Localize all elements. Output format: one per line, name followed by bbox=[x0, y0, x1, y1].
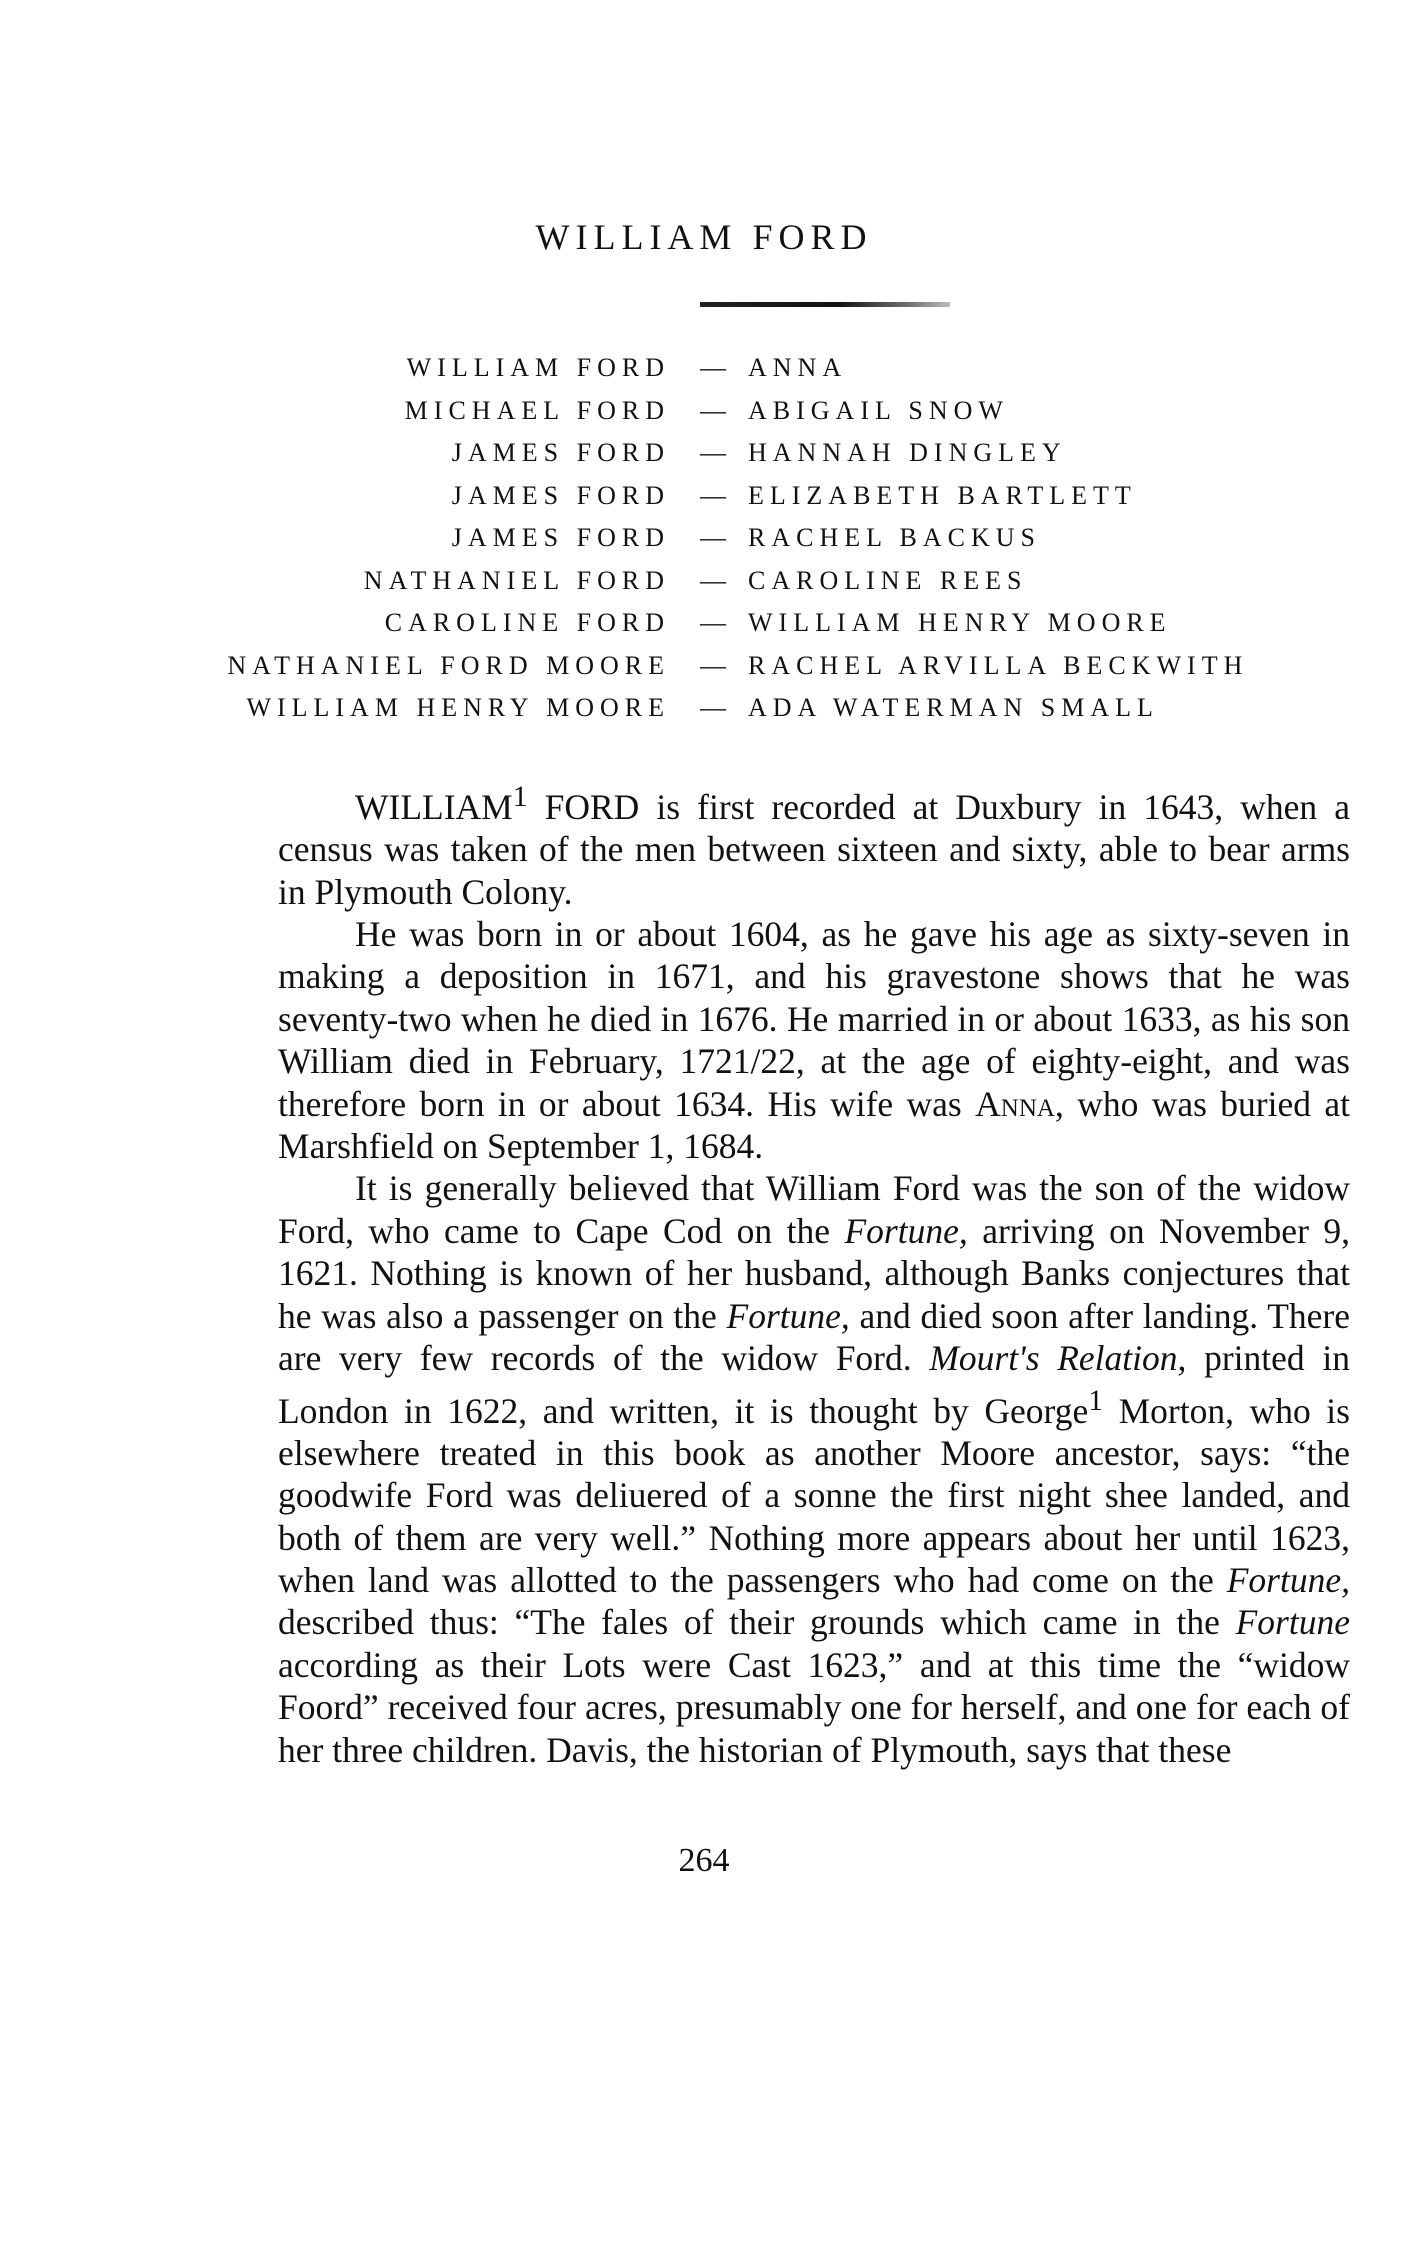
lineage-dash: — bbox=[700, 523, 726, 553]
lineage-husband: MICHAEL FORD bbox=[404, 395, 670, 425]
paragraph-2 bbox=[278, 913, 1350, 1167]
ship-name: Fortune bbox=[1235, 1602, 1350, 1643]
lineage-row bbox=[0, 602, 1408, 645]
generation-superscript: 1 bbox=[1088, 1384, 1103, 1417]
paragraph-text: FORD is first recorded at Duxbury in 1643, when a census was taken of the men between sixteen and sixty, able to bear arms in Plymouth Colony. bbox=[278, 786, 1350, 912]
wife-name: Anna bbox=[975, 1083, 1055, 1124]
lineage-dash: — bbox=[700, 395, 726, 425]
lineage-row bbox=[0, 347, 1408, 390]
lineage-wife: WILLIAM HENRY MOORE bbox=[748, 608, 1172, 638]
lineage-row bbox=[0, 687, 1408, 730]
generation-superscript: 1 bbox=[512, 781, 528, 813]
paragraph-1 bbox=[278, 776, 1350, 913]
lineage-dash: — bbox=[700, 480, 726, 510]
lineage-row bbox=[0, 560, 1408, 603]
lineage-row bbox=[0, 475, 1408, 518]
lineage-husband: JAMES FORD bbox=[451, 438, 670, 468]
lineage-wife: RACHEL ARVILLA BECKWITH bbox=[748, 650, 1249, 680]
lineage-row bbox=[0, 517, 1408, 560]
lineage-husband: NATHANIEL FORD bbox=[363, 565, 670, 595]
lineage-husband: NATHANIEL FORD MOORE bbox=[227, 650, 670, 680]
paragraph-text: described thus: “The fales of their grounds which came in the bbox=[278, 1602, 1236, 1643]
ship-name: Fortune, bbox=[844, 1210, 968, 1251]
lineage-dash: — bbox=[700, 650, 726, 680]
lineage-husband: CAROLINE FORD bbox=[384, 608, 670, 638]
lineage-wife: ELIZABETH BARTLETT bbox=[748, 480, 1137, 510]
lineage-wife: ANNA bbox=[748, 353, 848, 383]
paragraph-text: It is generally believed that William Ford was the son of the widow Ford, who came to Cape Cod on the bbox=[278, 1168, 1350, 1251]
lineage-dash: — bbox=[700, 693, 726, 723]
lineage-husband: WILLIAM HENRY MOORE bbox=[246, 693, 670, 723]
body-text bbox=[278, 776, 1350, 1771]
lineage-wife: RACHEL BACKUS bbox=[748, 523, 1042, 553]
page-number: 264 bbox=[678, 1842, 730, 1879]
lineage-dash: — bbox=[700, 353, 726, 383]
ship-name: Fortune, bbox=[726, 1295, 850, 1336]
lineage-row bbox=[0, 432, 1408, 475]
title-rule bbox=[700, 302, 950, 307]
paragraph-text: , who was buried at Marshfield on September 1, 1684. bbox=[278, 1083, 1350, 1167]
paragraph-3 bbox=[278, 1167, 1350, 1771]
lineage-husband: JAMES FORD bbox=[451, 523, 670, 553]
william-name: WILLIAM bbox=[355, 786, 513, 827]
ship-name: Fortune, bbox=[1226, 1559, 1350, 1600]
paragraph-text: Morton, who is elsewhere treated in this book as another Moore ancestor, says: “the goodwife Ford was deliuered of a sonne the first night shee landed, and both of them are very well.” Nothing more appears about her until 1623, when land was allotted to the passengers who had come on the bbox=[278, 1390, 1350, 1600]
paragraph-text: according as their Lots were Cast 1623,” and at this time the “widow Foord” received four acres, presumably one for herself, and one for each of her three children. Davis, the historian of Plymouth, says that these bbox=[278, 1644, 1350, 1770]
paragraph-text: He was born in or about 1604, as he gave his age as sixty-seven in making a deposition in 1671, and his gravestone shows that he was seventy-two when he died in 1676. He married in or about 1633, as his son William died in February, 1721/22, at the age of eighty-eight, and was therefore born in or about 1634. His wife was bbox=[278, 914, 1350, 1124]
page-title: WILLIAM FORD bbox=[535, 217, 873, 257]
lineage-husband: JAMES FORD bbox=[451, 480, 670, 510]
lineage-row bbox=[0, 645, 1408, 688]
lineage-wife: HANNAH DINGLEY bbox=[748, 438, 1067, 468]
lineage-dash: — bbox=[700, 608, 726, 638]
lineage-wife: CAROLINE REES bbox=[748, 565, 1028, 595]
lineage-husband: WILLIAM FORD bbox=[406, 353, 670, 383]
paragraph-text: and died soon after landing. There are very few records of the widow Ford. bbox=[278, 1295, 1351, 1379]
paragraph-text: printed in London in 1622, and written, it is thought by George bbox=[278, 1338, 1350, 1431]
lineage-dash: — bbox=[700, 565, 726, 595]
lineage-row bbox=[0, 390, 1408, 433]
lineage-dash: — bbox=[700, 438, 726, 468]
lineage-list bbox=[0, 347, 1408, 730]
lineage-wife: ADA WATERMAN SMALL bbox=[748, 693, 1159, 723]
book-title: Mourt's Relation, bbox=[929, 1338, 1187, 1379]
lineage-wife: ABIGAIL SNOW bbox=[748, 395, 1009, 425]
paragraph-text: arriving on November 9, 1621. Nothing is known of her husband, although Banks conjectures that he was also a passenger on the bbox=[278, 1210, 1351, 1336]
